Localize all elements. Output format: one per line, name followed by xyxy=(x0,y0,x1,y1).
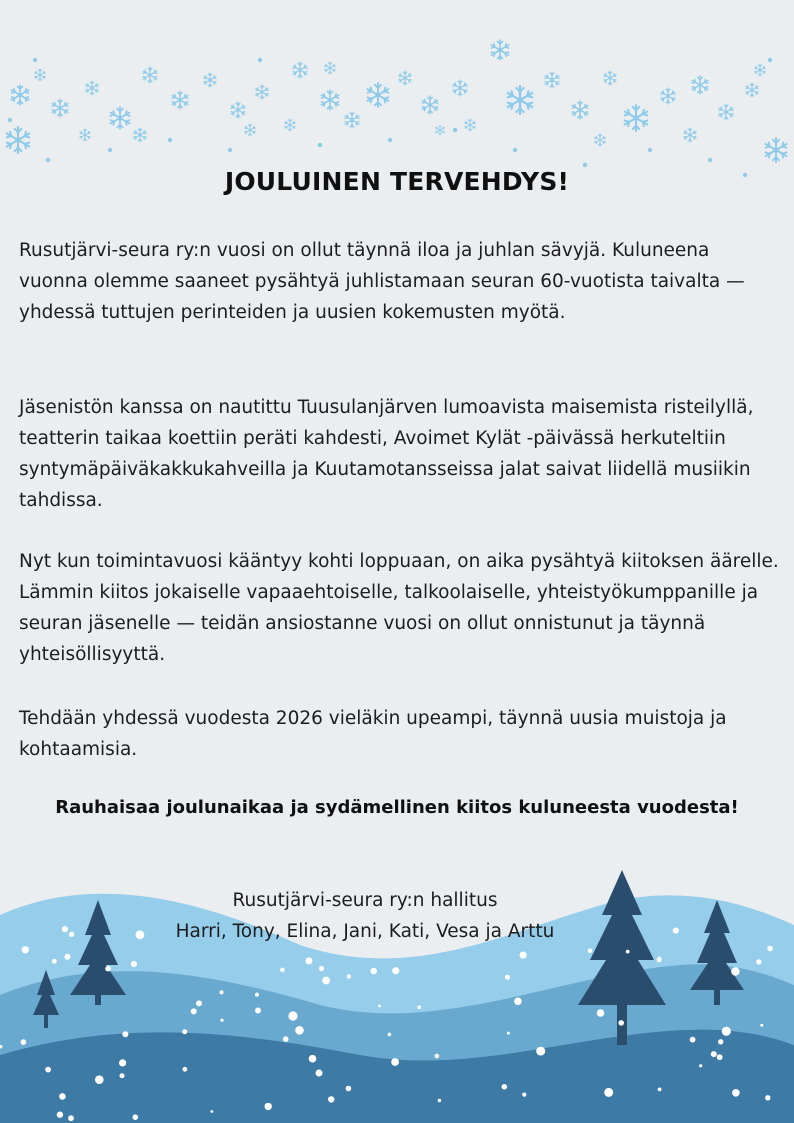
snowflake-icon xyxy=(661,88,675,104)
snowfall-dot xyxy=(618,1020,624,1026)
snowfall-dot xyxy=(21,1039,27,1045)
snowfall-dot xyxy=(347,974,351,978)
snowflake-icon xyxy=(453,80,467,96)
snowfall-dot xyxy=(722,1027,731,1036)
snowfall-dot xyxy=(731,967,739,975)
snowflake-icon xyxy=(604,71,616,85)
snowfall-dot xyxy=(392,967,399,974)
paragraph-activities: Jäsenistön kanssa on nautittu Tuusulanjärven lumoavista maisemista risteilyllä, teatterin taikaa koettiin peräti kahdesti, Avoimet Kylät -päivässä herkuteltiin syntymäpäiväkakkukahveilla ja Kuutamotansseissa jalat saivat liidellä musiikin tahdissa. xyxy=(19,397,754,511)
snowfall-dot xyxy=(418,1005,422,1009)
snowflake-icon xyxy=(172,91,188,109)
snowfall-dot xyxy=(536,1047,545,1056)
snowfall-dot xyxy=(690,1037,696,1043)
snowflake-icon xyxy=(321,90,338,110)
snowfall-dot xyxy=(658,1088,662,1092)
snowflake-icon xyxy=(245,124,255,136)
snowflake-icon xyxy=(293,62,307,78)
snowfall-dot xyxy=(388,1033,392,1037)
snowfall-dot xyxy=(280,968,285,973)
snowfall-dot xyxy=(732,1089,740,1097)
snowfall-dot xyxy=(711,1051,717,1057)
snowflake-icon xyxy=(465,119,475,131)
snowfall-dot xyxy=(57,1112,63,1118)
snowfall-dot xyxy=(196,1000,202,1006)
snowflake-icon xyxy=(368,83,389,107)
snowflake-icon xyxy=(625,105,648,131)
snowfall-dot xyxy=(68,1115,74,1121)
paragraph-next-year: Tehdään yhdessä vuodesta 2026 vieläkin upeampi, täynnä uusia muistoja ja kohtaamisia. xyxy=(19,708,727,760)
snow-speck xyxy=(108,148,112,152)
snow-speck xyxy=(648,148,652,152)
snowfall-dot xyxy=(65,954,71,960)
snowflake-icon xyxy=(572,101,588,119)
snowfall-dot xyxy=(105,966,111,972)
snow-speck xyxy=(388,138,392,142)
snowfall-dot xyxy=(131,961,137,967)
snowflake-icon xyxy=(7,127,30,153)
signature-names: Harri, Tony, Elina, Jani, Kati, Vesa ja Arttu xyxy=(175,921,555,942)
snowfall-dot xyxy=(182,1029,187,1034)
snowfall-dot xyxy=(265,1103,272,1110)
snowflake-icon xyxy=(256,85,268,99)
snowfall-dot xyxy=(718,1039,723,1044)
snowfall-dot xyxy=(507,1032,510,1035)
snowfall-dot xyxy=(309,1055,317,1063)
snowfall-dot xyxy=(220,1019,223,1022)
snowfall-dot xyxy=(283,1036,289,1042)
snowflake-border xyxy=(0,0,794,190)
snowfall-dot xyxy=(69,932,74,937)
snowfall-dot xyxy=(122,1031,128,1037)
snow-speck xyxy=(228,148,232,152)
snowflake-icon xyxy=(719,104,733,120)
snowfall-dot xyxy=(316,1070,323,1077)
snow-speck xyxy=(453,128,457,132)
snowfall-dot xyxy=(119,1059,126,1066)
snow-speck xyxy=(8,118,12,122)
snowflake-icon xyxy=(86,81,98,95)
snowfall-dot xyxy=(183,1067,188,1072)
snowflake-icon xyxy=(684,128,696,142)
snowfall-dot xyxy=(95,1075,104,1084)
snowflake-icon xyxy=(692,76,708,94)
page-title: JOULUINEN TERVEHDYS! xyxy=(224,167,570,196)
snowflake-icon xyxy=(11,85,28,105)
snow-speck xyxy=(318,143,322,147)
snowfall-dot xyxy=(346,1086,352,1092)
snowfall-dot xyxy=(255,993,259,997)
snowfall-dot xyxy=(502,1084,508,1090)
snowfall-dot xyxy=(295,1026,304,1035)
snow-speck xyxy=(33,58,37,62)
snowfall-dot xyxy=(219,990,223,994)
snowfall-dot xyxy=(370,968,377,975)
snowfall-dot xyxy=(319,966,324,971)
snowflake-icon xyxy=(399,71,411,85)
snowfall-dot xyxy=(756,959,761,964)
snowflake-icon xyxy=(508,86,532,114)
snowfall-dot xyxy=(62,926,68,932)
snowfall-dot xyxy=(305,957,312,964)
snow-speck xyxy=(258,58,262,62)
snowfall-dot xyxy=(120,1073,125,1078)
snowflake-icon xyxy=(80,129,90,141)
snowfall-dot xyxy=(210,1110,213,1113)
snowflake-icon xyxy=(595,134,605,146)
snowflake-icon xyxy=(766,138,787,162)
snowfall-dot xyxy=(52,959,57,964)
snowfall-dot xyxy=(765,1095,770,1100)
closing-wish: Rauhaisaa joulunaikaa ja sydämellinen kiitos kuluneesta vuodesta! xyxy=(55,797,739,818)
snowfall-dot xyxy=(22,946,29,953)
snowfall-dot xyxy=(673,928,679,934)
snowflake-icon xyxy=(325,62,335,74)
snow-speck xyxy=(708,158,712,162)
snowfall-dot xyxy=(133,1114,139,1120)
signature-block xyxy=(135,885,595,947)
paragraph-thanks: Nyt kun toimintavuosi kääntyy kohti loppuaan, on aika pysähtyä kiitoksen äärelle. Lämmin kiitos jokaiselle vapaaehtoiselle, talkoolaiselle, yhteistyökumppanille ja seuran jäsenelle — teidän ansiostanne vuosi on ollut onnistunut ja täynnä yhteisöllisyyttä. xyxy=(19,551,779,665)
snowfall-dot xyxy=(717,1054,723,1060)
snowfall-dot xyxy=(60,1095,63,1098)
snow-speck xyxy=(46,158,50,162)
snowfall-dot xyxy=(328,1096,334,1102)
snowfall-dot xyxy=(588,948,593,953)
snowfall-dot xyxy=(699,1064,702,1067)
snowflake-icon xyxy=(746,83,758,97)
snowfall-dot xyxy=(767,946,773,952)
snow-speck xyxy=(513,148,517,152)
snowfall-dot xyxy=(760,1024,763,1027)
snowfall-dot xyxy=(520,952,527,959)
snow-speck xyxy=(768,58,772,62)
snowflake-icon xyxy=(755,64,765,76)
snowfall-dot xyxy=(45,1067,51,1073)
snowfall-dot xyxy=(514,998,522,1006)
snowfall-dot xyxy=(522,1093,526,1097)
snowflake-icon xyxy=(35,69,45,81)
snow-speck xyxy=(168,138,172,142)
snowflake-icon xyxy=(436,125,445,135)
snowfall-dot xyxy=(604,1088,613,1097)
snowfall-dot xyxy=(438,1099,441,1102)
snowflake-icon xyxy=(52,99,68,117)
snowflake-icon xyxy=(491,40,508,60)
snowfall-dot xyxy=(597,1009,605,1017)
snowfall-dot xyxy=(255,1008,261,1014)
snowfall-dot xyxy=(435,1054,440,1059)
snowfall-dot xyxy=(288,1011,297,1020)
snowflake-icon xyxy=(422,96,438,114)
snowfall-dot xyxy=(657,957,662,962)
snowfall-dot xyxy=(391,1058,399,1066)
snowflake-icon xyxy=(110,107,129,129)
snowflake-icon xyxy=(204,73,216,87)
signature-organization: Rusutjärvi-seura ry:n hallitus xyxy=(232,890,498,911)
paragraph-intro: Rusutjärvi-seura ry:n vuosi on ollut täynnä iloa ja juhlan sävyjä. Kuluneena vuonna olemme saaneet pysähtyä juhlistamaan seuran 60-vuotista taivalta — yhdessä tuttujen perinteiden ja uusien kokemusten myötä. xyxy=(19,240,745,323)
snowflake-icon xyxy=(143,67,157,83)
snowflake-icon xyxy=(231,102,245,118)
snowfall-dot xyxy=(191,1008,197,1014)
snowfall-dot xyxy=(322,977,330,985)
snowfall-dot xyxy=(378,1005,381,1008)
snowfall-dot xyxy=(505,975,510,980)
snowflake-icon xyxy=(345,112,359,128)
snowflake-icon xyxy=(134,128,146,142)
snowflake-icon xyxy=(545,72,559,88)
snowflake-icon xyxy=(285,119,295,131)
snowfall-dot xyxy=(626,950,630,954)
